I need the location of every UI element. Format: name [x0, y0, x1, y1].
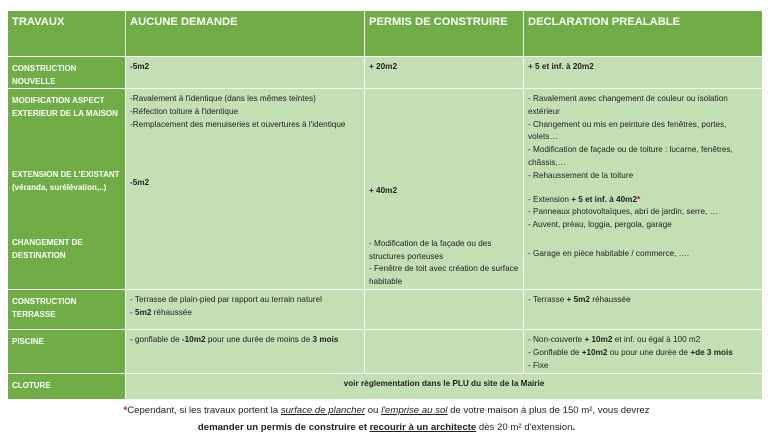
spacer — [12, 194, 121, 236]
declaration-modification-2: - Changement ou mis en peinture des fenêtres, portes, volets… — [528, 119, 727, 142]
declaration-extension-2: - Panneaux photovoltaïques, abri de jardin, serre, … — [528, 207, 718, 217]
permis-terrasse — [365, 290, 524, 330]
footnote-text: dès 20 m² d'extension — [476, 422, 573, 433]
declaration-extension-prefix: - Extension — [528, 194, 572, 204]
permis-extension: + 40m2 — [369, 186, 397, 195]
spacer — [12, 120, 121, 168]
footnote-bold: demander un permis de construire — [197, 422, 356, 433]
header-declaration-prealable: DECLARATION PREALABLE — [524, 11, 763, 57]
regulations-table — [7, 10, 763, 400]
text-bold: -10m2 — [181, 335, 206, 344]
aucune-piscine — [126, 330, 365, 374]
text-suffix: réhaussée — [151, 307, 192, 317]
declaration-changement: - Garage en pièce habitable / commerce, …. — [528, 248, 690, 258]
aucune-modification-1: -Ravalement à l'identique (dans les mêmes teintes) — [130, 94, 316, 103]
label-modification-1: MODIFICATION ASPECT — [12, 96, 105, 105]
label-modification-2: EXTERIEUR DE LA MAISON — [12, 109, 118, 118]
row-piscine — [8, 330, 763, 374]
label-construction-nouvelle: CONSTRUCTION NOUVELLE — [8, 57, 126, 89]
text-bold: 3 mois — [312, 335, 339, 344]
footnote-bold: . — [572, 422, 576, 433]
text-suffix: réhaussée — [589, 295, 631, 304]
aucune-terrasse — [126, 290, 365, 330]
label-extension-2: (véranda, surélévation,..) — [12, 183, 107, 192]
label-changement-1: CHANGEMENT DE — [12, 238, 83, 247]
text-prefix: - Non-couverte — [528, 335, 585, 344]
aucune-modification-3: -Remplacement des menuiseries et ouvertures à l'identique — [130, 119, 346, 129]
footnote-emphasis: surface de plancher — [280, 405, 366, 416]
permis-construction-nouvelle: + 20m2 — [365, 57, 524, 89]
text-prefix: - Terrasse — [528, 295, 567, 304]
text-bold: +10m2 — [581, 347, 608, 357]
label-cloture: CLOTURE — [8, 374, 126, 400]
row-construction-nouvelle — [8, 57, 763, 89]
text-prefix: - Gonflable de — [528, 347, 582, 357]
footnote-bold: et — [355, 422, 370, 433]
footnote-text: Cependant, si les travaux portent la — [127, 405, 281, 416]
aucune-group — [126, 89, 365, 290]
text-mid: ou pour une durée de — [607, 347, 691, 357]
declaration-piscine — [524, 330, 763, 374]
header-row — [8, 11, 763, 57]
footnote-line-2 — [0, 419, 773, 436]
row-cloture — [8, 374, 763, 400]
text-prefix: - — [130, 307, 136, 317]
aucune-terrasse-1: - Terrasse de plain-pied par rapport au terrain naturel — [130, 295, 322, 304]
declaration-extension — [528, 194, 758, 207]
label-piscine: PISCINE — [8, 330, 126, 374]
permis-changement-1: - Modification de la façade ou des structures porteuses — [369, 238, 492, 261]
aucune-modification-2: -Réfection toiture à l'identique — [130, 106, 239, 116]
declaration-construction-nouvelle: + 5 et inf. à 20m2 — [524, 57, 763, 89]
header-travaux: TRAVAUX — [8, 11, 126, 57]
header-aucune-demande: AUCUNE DEMANDE — [126, 11, 365, 57]
declaration-modification-3: - Modification de façade ou de toiture : lucarne, fenêtres, châssis,… — [528, 145, 733, 167]
footnote-text: ou — [365, 405, 382, 416]
label-changement-2: DESTINATION — [12, 251, 66, 260]
label-group — [8, 89, 126, 290]
declaration-terrasse — [524, 290, 763, 330]
permis-group — [365, 89, 524, 290]
text-bold: 5m2 — [135, 307, 152, 317]
declaration-terrasse-1 — [528, 294, 758, 307]
permis-changement-2: - Fenêtre de toit avec création de surface habitable — [369, 264, 519, 287]
asterisk-marker: * — [123, 405, 128, 416]
declaration-group — [524, 89, 763, 290]
aucune-construction-nouvelle: -5m2 — [126, 57, 365, 89]
footnote — [0, 402, 773, 436]
declaration-piscine-2 — [528, 347, 758, 360]
text-bold: + 5m2 — [566, 295, 590, 304]
text-bold: + 10m2 — [584, 335, 613, 344]
label-terrasse: CONSTRUCTION TERRASSE — [8, 290, 126, 330]
declaration-extension-3: - Auvent, préau, loggia, pergola, garage — [528, 220, 672, 230]
aucune-terrasse-2 — [130, 307, 360, 320]
declaration-extension-value: + 5 et inf. à 40m2 — [571, 194, 637, 204]
text-suffix: et inf. ou égal à 100 m2 — [612, 335, 701, 344]
footnote-bold-underlined: recourir à un architecte — [369, 422, 477, 433]
aucune-extension: -5m2 — [130, 178, 150, 188]
text-bold: +de 3 mois — [690, 347, 733, 357]
row-terrasse — [8, 290, 763, 330]
declaration-modification-1: - Ravalement avec changement de couleur ou isolation extérieur — [528, 94, 728, 116]
declaration-modification-4: - Rehaussement de la toiture — [528, 170, 634, 180]
header-permis-de-construire: PERMIS DE CONSTRUIRE — [365, 11, 524, 57]
text-prefix: - gonflable de — [130, 335, 182, 344]
label-extension-1: EXTENSION DE L'EXISTANT — [12, 170, 120, 179]
footnote-line-1 — [0, 402, 773, 419]
declaration-piscine-1 — [528, 334, 758, 347]
cloture-text: voir règlementation dans le PLU du site de la Mairie — [126, 374, 763, 400]
text-mid: pour une durée de moins de — [205, 335, 313, 344]
declaration-piscine-3: - Fixe — [528, 360, 549, 370]
footnote-emphasis: l'emprise au sol — [381, 405, 448, 416]
row-modification-extension-changement — [8, 89, 763, 290]
aucune-piscine-1 — [130, 334, 360, 347]
permis-piscine — [365, 330, 524, 374]
asterisk-marker: * — [637, 194, 641, 204]
footnote-text: de votre maison à plus de 150 m², vous devrez — [447, 405, 650, 416]
